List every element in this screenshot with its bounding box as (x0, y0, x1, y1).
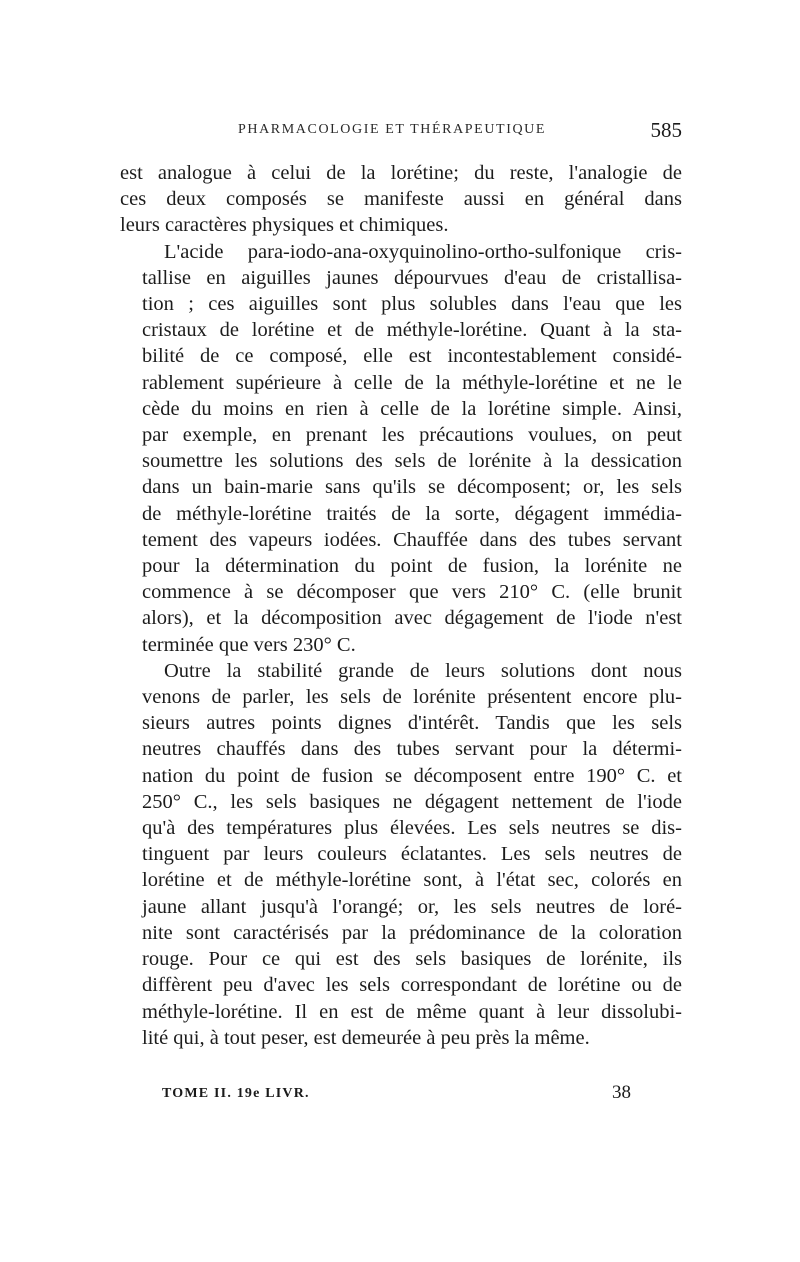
text-line: de méthyle-lorétine traités de la sorte, dégagent immédia- (142, 502, 682, 525)
text-line: L'acide para-iodo-ana-oxyquinolino-ortho-sulfonique cris- (164, 240, 682, 263)
signature-number: 38 (612, 1082, 631, 1103)
signature-mark: TOME II. 19e LIVR. (162, 1086, 310, 1101)
page-footer (120, 1082, 682, 1110)
text-line: nite sont caractérisés par la prédominance de la coloration (142, 921, 682, 944)
text-line: rablement supérieure à celle de la méthyle-lorétine et ne le (142, 371, 682, 394)
text-line: rouge. Pour ce qui est des sels basiques de lorénite, ils (142, 948, 682, 971)
text-line: Outre la stabilité grande de leurs solutions dont nous (164, 659, 682, 682)
paragraph (120, 239, 682, 658)
text-line: tallise en aiguilles jaunes dépourvues d'eau de cristallisa- (142, 266, 682, 289)
text-line: lité qui, à tout peser, est demeurée à peu près la même. (142, 1026, 590, 1049)
text-line: tement des vapeurs iodées. Chauffée dans des tubes servant (142, 528, 682, 551)
text-line: est analogue à celui de la lorétine; du reste, l'analogie de (120, 162, 682, 184)
page-number: 585 (650, 118, 682, 142)
paragraph (120, 160, 682, 239)
text-line: leurs caractères physiques et chimiques. (120, 214, 449, 237)
text-line: soumettre les solutions des sels de lorénite à la dessication (142, 450, 682, 473)
text-line: lorétine et de méthyle-lorétine sont, à l'état sec, colorés en (142, 869, 682, 892)
text-line: tion ; ces aiguilles sont plus solubles dans l'eau que les (142, 293, 682, 316)
text-line: venons de parler, les sels de lorénite présentent encore plu- (142, 686, 682, 709)
text-line: 250° C., les sels basiques ne dégagent nettement de l'iode (142, 790, 682, 813)
paragraph (120, 658, 682, 1051)
text-line: bilité de ce composé, elle est incontestablement considé- (142, 345, 682, 368)
text-line: diffèrent peu d'avec les sels correspondant de lorétine ou de (142, 974, 682, 997)
text-line: sieurs autres points dignes d'intérêt. Tandis que les sels (142, 712, 682, 735)
text-line: cristaux de lorétine et de méthyle-lorétine. Quant à la sta- (142, 319, 682, 342)
text-line: cède du moins en rien à celle de la lorétine simple. Ainsi, (142, 397, 682, 420)
text-line: qu'à des températures plus élevées. Les sels neutres se dis- (142, 817, 682, 840)
text-line: terminée que vers 230° C. (142, 633, 356, 656)
text-line: ces deux composés se manifeste aussi en général dans (120, 188, 682, 211)
text-line: neutres chauffés dans des tubes servant pour la détermi- (142, 738, 682, 761)
body-text (120, 160, 682, 1051)
running-head (120, 118, 682, 148)
text-line: méthyle-lorétine. Il en est de même quant à leur dissolubi- (142, 1000, 682, 1023)
text-line: tinguent par leurs couleurs éclatantes. Les sels neutres de (142, 843, 682, 866)
text-line: dans un bain-marie sans qu'ils se décomposent; or, les sels (142, 476, 682, 499)
text-line: commence à se décomposer que vers 210° C. (elle brunit (142, 581, 682, 604)
text-line: par exemple, en prenant les précautions voulues, on peut (142, 424, 682, 447)
text-line: alors), et la décomposition avec dégagement de l'iode n'est (142, 607, 682, 630)
text-line: jaune allant jusqu'à l'orangé; or, les sels neutres de loré- (142, 895, 682, 918)
running-title: PHARMACOLOGIE ET THÉRAPEUTIQUE (238, 122, 547, 137)
text-line: pour la détermination du point de fusion, la lorénite ne (142, 555, 682, 578)
text-line: nation du point de fusion se décomposent entre 190° C. et (142, 764, 682, 787)
